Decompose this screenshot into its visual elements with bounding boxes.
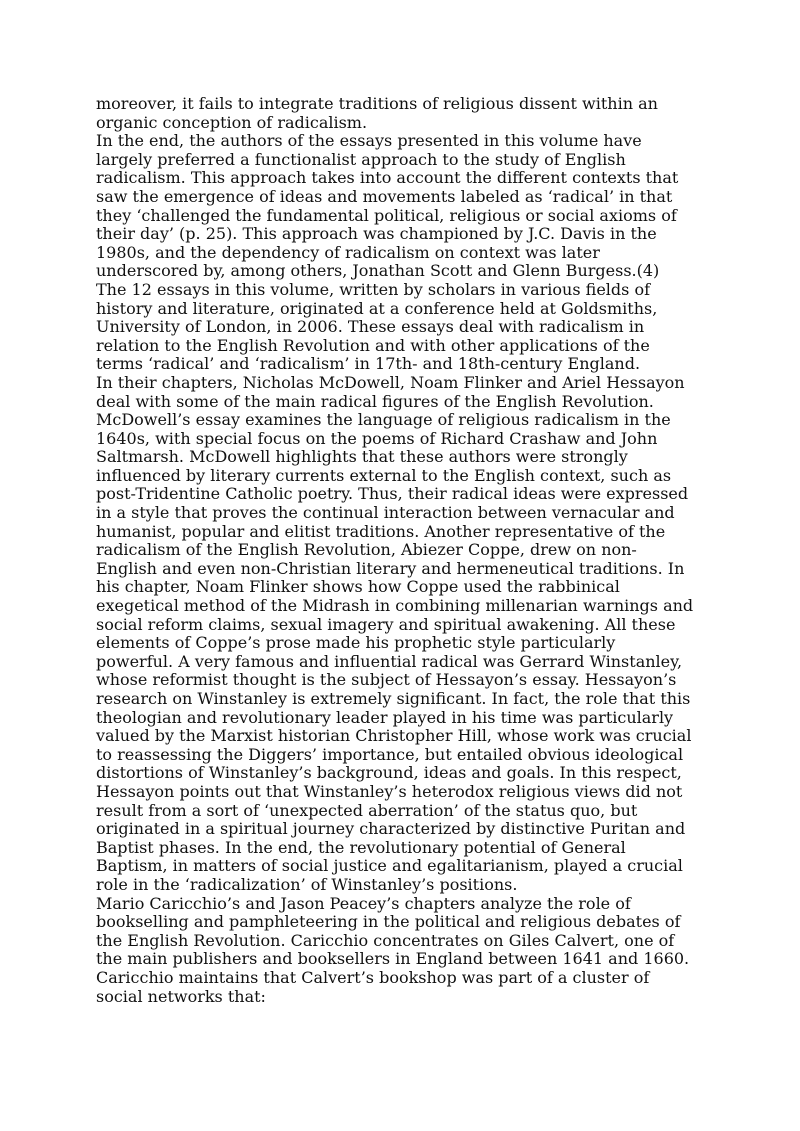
paragraph-functionalist-approach: In the end, the authors of the essays presented in this volume have largely preferred a functionalist approach to the study of English radicalism. This approach takes into account the different contexts that saw the emergence of ideas and movements labeled as ‘radical’ in that they ‘challenged the fundamental political, religious or social axioms of their day’ (p. 25). This approach was championed by J.C. Davis in the 1980s, and the dependency of radicalism on context was later underscored by, among others, Jonathan Scott and Glenn Burgess.(4) — [96, 131, 679, 281]
paragraph-essays-origin: The 12 essays in this volume, written by scholars in various fields of history and literature, originated at a conference held at Goldsmiths, University of London, in 2006. These essays deal with radicalism in relation to the English Revolution and with other applications of the terms ‘radical’ and ‘radicalism’ in 17th- and 18th-century England. — [96, 279, 658, 374]
document-page — [96, 95, 716, 1006]
paragraph-intro: moreover, it fails to integrate traditions of religious dissent within an organic conception of radicalism. — [96, 94, 658, 132]
paragraph-radical-figures: In their chapters, Nicholas McDowell, Noam Flinker and Ariel Hessayon deal with some of the main radical figures of the English Revolution. McDowell’s essay examines the language of religious radicalism in the 1640s, with special focus on the poems of Richard Crashaw and John Saltmarsh. McDowell highlights that these authors were strongly influenced by literary currents external to the English context, such as post-Tridentine Catholic poetry. Thus, their radical ideas were expressed in a style that proves the continual interaction between vernacular and humanist, popular and elitist traditions. Another representative of the radicalism of the English Revolution, Abiezer Coppe, drew on non- English and even non-Christian literary and hermeneutical traditions. In his chapter, Noam Flinker shows how Coppe used the rabbinical exegetical method of the Midrash in combining millenarian warnings and social reform claims, sexual imagery and spiritual awakening. All these elements of Coppe’s prose made his prophetic style particularly powerful. A very famous and influential radical was Gerrard Winstanley, whose reformist thought is the subject of Hessayon’s essay. Hessayon’s research on Winstanley is extremely significant. In fact, the role that this theologian and revolutionary leader played in his time was particularly valued by the Marxist historian Christopher Hill, whose work was crucial to reassessing the Diggers’ importance, but entailed obvious ideological distortions of Winstanley’s background, ideas and goals. In this respect, Hessayon points out that Winstanley’s heterodox religious views did not result from a sort of ‘unexpected aberration’ of the status quo, but originated in a spiritual journey characterized by distinctive Puritan and Baptist phases. In the end, the revolutionary potential of General Baptism, in matters of social justice and egalitarianism, played a crucial role in the ‘radicalization’ of Winstanley’s positions. — [96, 372, 694, 894]
paragraph-bookselling: Mario Caricchio’s and Jason Peacey’s chapters analyze the role of bookselling and pamphleteering in the political and religious debates of the English Revolution. Caricchio concentrates on Giles Calvert, one of the main publishers and booksellers in England between 1641 and 1660. Caricchio maintains that Calvert’s bookshop was part of a cluster of social networks that: — [96, 893, 690, 1006]
